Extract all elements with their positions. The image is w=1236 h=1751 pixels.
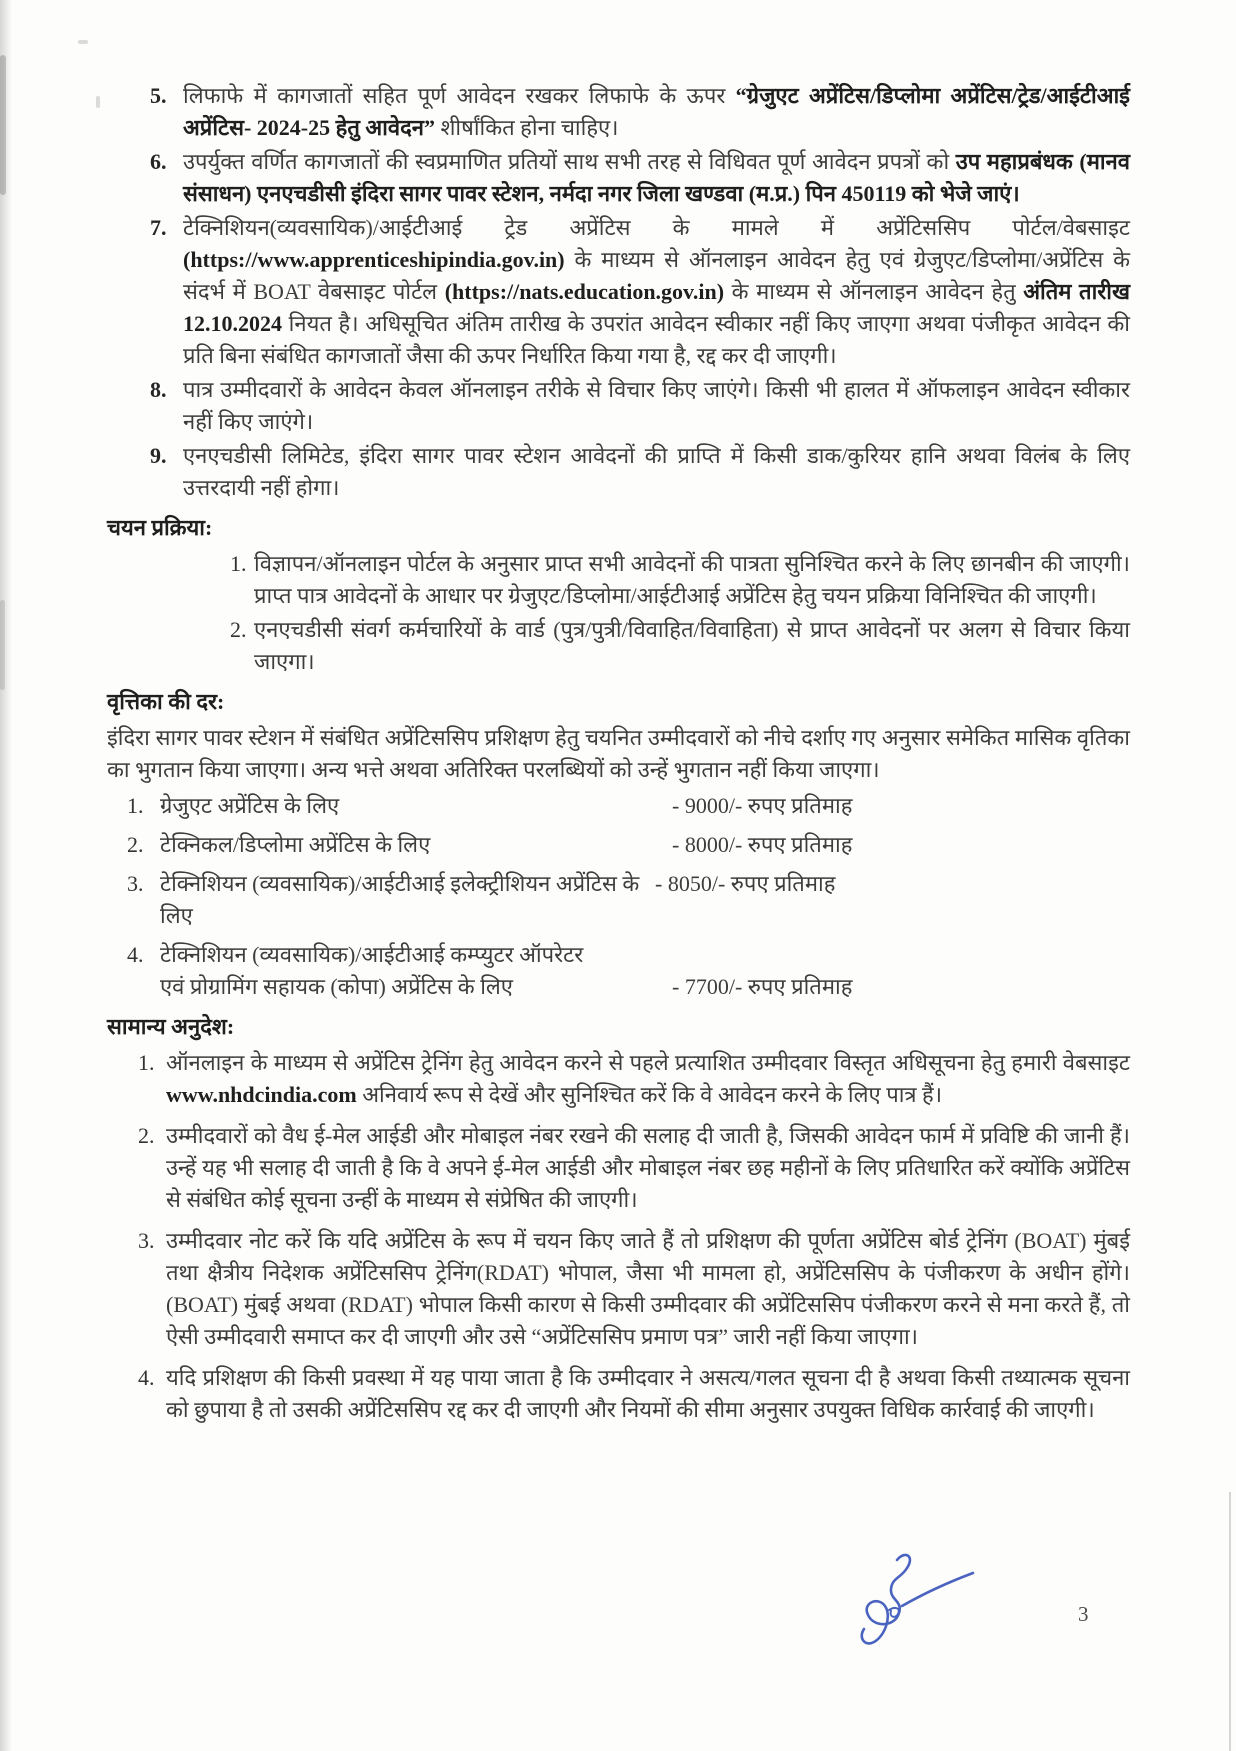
item-number: 4.	[138, 1365, 155, 1390]
row-number: 4.	[127, 942, 144, 967]
item-number: 2.	[230, 617, 247, 642]
item-number: 3.	[138, 1228, 155, 1253]
item-number: 2.	[138, 1123, 155, 1148]
row-label-line2: एवं प्रोग्रामिंग सहायक (कोपा) अप्रेंटिस के लिए	[160, 974, 513, 999]
stipend-intro-paragraph: इंदिरा सागर पावर स्टेशन में संबंधित अप्रेंटिससिप प्रशिक्षण हेतु चयनित उम्मीदवारों को नीचे दर्शाए गए अनुसार समेकित मासिक वृतिका का भुगतान किया जाएगा। अन्य भत्ते अथवा अतिरिक्त परलब्धियों को उन्हें भुगतान नहीं किया जाएगा।	[107, 725, 1130, 782]
general-item-1	[107, 1047, 1130, 1111]
section-heading-general-instructions: सामान्य अनुदेश:	[107, 1014, 235, 1039]
page-number: 3	[1078, 1602, 1089, 1626]
row-amount: - 8050/- रुपए प्रतिमाह	[655, 871, 836, 896]
item-text: उम्मीदवारों को वैध ई-मेल आईडी और मोबाइल नंबर रखने की सलाह दी जाती है, जिसकी आवेदन फार्म में प्रविष्टि की जानी हैं। उन्हें यह भी सलाह दी जाती है कि वे अपने ई-मेल आईडी और मोबाइल नंबर छह महीनों के लिए प्रतिधारित करें क्योंकि अप्रेंटिस से संबंधित कोई सूचना उन्हीं के माध्यम से संप्रेषित की जाएगी।	[166, 1123, 1130, 1212]
stipend-row	[107, 939, 1130, 1003]
item-number: 5.	[150, 83, 167, 108]
row-label: टेक्निशियन (व्यवसायिक)/आईटीआई इलेक्ट्रीशियन अप्रेंटिस के लिए	[160, 871, 640, 928]
row-label: टेक्निकल/डिप्लोमा अप्रेंटिस के लिए	[160, 832, 431, 857]
list-item-6	[107, 146, 1130, 210]
selection-item-2	[107, 614, 1130, 678]
item-number: 7.	[150, 215, 167, 240]
section-heading-stipend-rate: वृत्तिका की दर:	[107, 689, 225, 714]
row-amount: - 9000/- रुपए प्रतिमाह	[672, 793, 853, 818]
item-number: 6.	[150, 149, 167, 174]
item-text: लिफाफे में कागजातों सहित पूर्ण आवेदन रखकर लिफाफे के ऊपर “ग्रेजुएट अप्रेंटिस/डिप्लोमा अप्रेंटिस/ट्रेड/आईटीआई अप्रेंटिस- 2024-25 हेतु आवेदन” शीर्षांकित होना चाहिए।	[183, 83, 1130, 140]
stipend-row	[107, 790, 1130, 822]
row-number: 2.	[127, 832, 144, 857]
item-number: 1.	[230, 551, 247, 576]
item-text: एनएचडीसी संवर्ग कर्मचारियों के वार्ड (पुत्र/पुत्री/विवाहित/विवाहिता) से प्राप्त आवेदनों पर अलग से विचार किया जाएगा।	[254, 617, 1130, 674]
item-text: ऑनलाइन के माध्यम से अप्रेंटिस ट्रेनिंग हेतु आवेदन करने से पहले प्रत्याशित उम्मीदवार विस्तृत अधिसूचना हेतु हमारी वेबसाइट www.nhdcindia.com अनिवार्य रूप से देखें और सुनिश्चित करें कि वे आवेदन करने के लिए पात्र हैं।	[166, 1050, 1130, 1107]
item-text: यदि प्रशिक्षण की किसी प्रवस्था में यह पाया जाता है कि उम्मीदवार ने असत्य/गलत सूचना दी है अथवा किसी तथ्यात्मक सूचना को छुपाया है तो उसकी अप्रेंटिससिप रद्द कर दी जाएगी और नियमों की सीमा अनुसार उपयुक्त विधिक कार्रवाई की जाएगी।	[166, 1365, 1130, 1422]
row-label-line1: टेक्निशियन (व्यवसायिक)/आईटीआई कम्प्युटर ऑपरेटर	[160, 942, 584, 967]
general-item-3	[107, 1225, 1130, 1353]
selection-item-1	[107, 548, 1130, 612]
item-text: टेक्निशियन(व्यवसायिक)/आईटीआई ट्रेड अप्रेंटिस के मामले में अप्रेंटिससिप पोर्टल/वेबसाइट (https://www.apprenticeshipindia.gov.in) के माध्यम से ऑनलाइन आवेदन हेतु एवं ग्रेजुएट/डिप्लोमा/अप्रेंटिस के संदर्भ में BOAT वेबसाइट पोर्टल (https://nats.education.gov.in) के माध्यम से ऑनलाइन आवेदन हेतु अंतिम तारीख 12.10.2024 नियत है। अधिसूचित अंतिम तारीख के उपरांत आवेदन स्वीकार नहीं किए जाएगा अथवा पंजीकृत आवेदन की प्रति बिना संबंधित कागजातों जैसा की ऊपर निर्धारित किया गया है, रद्द कर दी जाएगी।	[183, 215, 1130, 368]
item-text: उम्मीदवार नोट करें कि यदि अप्रेंटिस के रूप में चयन किए जाते हैं तो प्रशिक्षण की पूर्णता अप्रेंटिस बोर्ड ट्रेनिंग (BOAT) मुंबई तथा क्षैत्रीय निदेशक अप्रेंटिससिप ट्रेनिंग(RDAT) भोपाल, जैसा भी मामला हो, अप्रेंटिससिप के पंजीकरण के अधीन होंगे। (BOAT) मुंबई अथवा (RDAT) भोपाल किसी कारण से किसी उम्मीदवार की अप्रेंटिससिप पंजीकरण करने से मना करते हैं, तो ऐसी उम्मीदवारी समाप्त कर दी जाएगी और उसे “अप्रेंटिससिप प्रमाण पत्र” जारी नहीं किया जाएगा।	[166, 1228, 1130, 1349]
section-heading-selection-process: चयन प्रक्रिया:	[107, 515, 213, 540]
signature-ink	[845, 1548, 1005, 1668]
list-item-8	[107, 374, 1130, 438]
item-text: उपर्युक्त वर्णित कागजातों की स्वप्रमाणित प्रतियों साथ सभी तरह से विधिवत पूर्ण आवेदन प्रपत्रों को उप महाप्रबंधक (मानव संसाधन) एनएचडीसी इंदिरा सागर पावर स्टेशन, नर्मदा नगर जिला खण्डवा (म.प्र.) पिन 450119 को भेजे जाएं।	[183, 149, 1130, 206]
item-number: 8.	[150, 377, 167, 402]
general-item-2	[107, 1120, 1130, 1216]
general-item-4	[107, 1362, 1130, 1426]
stipend-row	[107, 829, 1130, 861]
row-amount: - 8000/- रुपए प्रतिमाह	[672, 832, 853, 857]
row-number: 1.	[127, 793, 144, 818]
item-number: 9.	[150, 443, 167, 468]
item-text: एनएचडीसी लिमिटेड, इंदिरा सागर पावर स्टेशन आवेदनों की प्राप्ति में किसी डाक/कुरियर हानि अथवा विलंब के लिए उत्तरदायी नहीं होगा।	[183, 443, 1130, 500]
list-item-9	[107, 440, 1130, 504]
list-item-7	[107, 212, 1130, 372]
row-label: ग्रेजुएट अप्रेंटिस के लिए	[160, 793, 340, 818]
row-amount: - 7700/- रुपए प्रतिमाह	[672, 974, 853, 999]
row-number: 3.	[127, 871, 144, 896]
item-text: विज्ञापन/ऑनलाइन पोर्टल के अनुसार प्राप्त सभी आवेदनों की पात्रता सुनिश्चित करने के लिए छानबीन की जाएगी। प्राप्त पात्र आवेदनों के आधार पर ग्रेजुएट/डिप्लोमा/आईटीआई अप्रेंटिस हेतु चयन प्रक्रिया विनिश्चित की जाएगी।	[254, 551, 1130, 608]
row-label	[160, 939, 583, 1003]
item-text: पात्र उम्मीदवारों के आवेदन केवल ऑनलाइन तरीके से विचार किए जाएंगे। किसी भी हालत में ऑफलाइन आवेदन स्वीकार नहीं किए जाएंगे।	[183, 377, 1130, 434]
list-item-5	[107, 80, 1130, 144]
scan-right-edge-line	[1229, 1492, 1231, 1751]
stipend-row	[107, 868, 1130, 932]
item-number: 1.	[138, 1050, 155, 1075]
